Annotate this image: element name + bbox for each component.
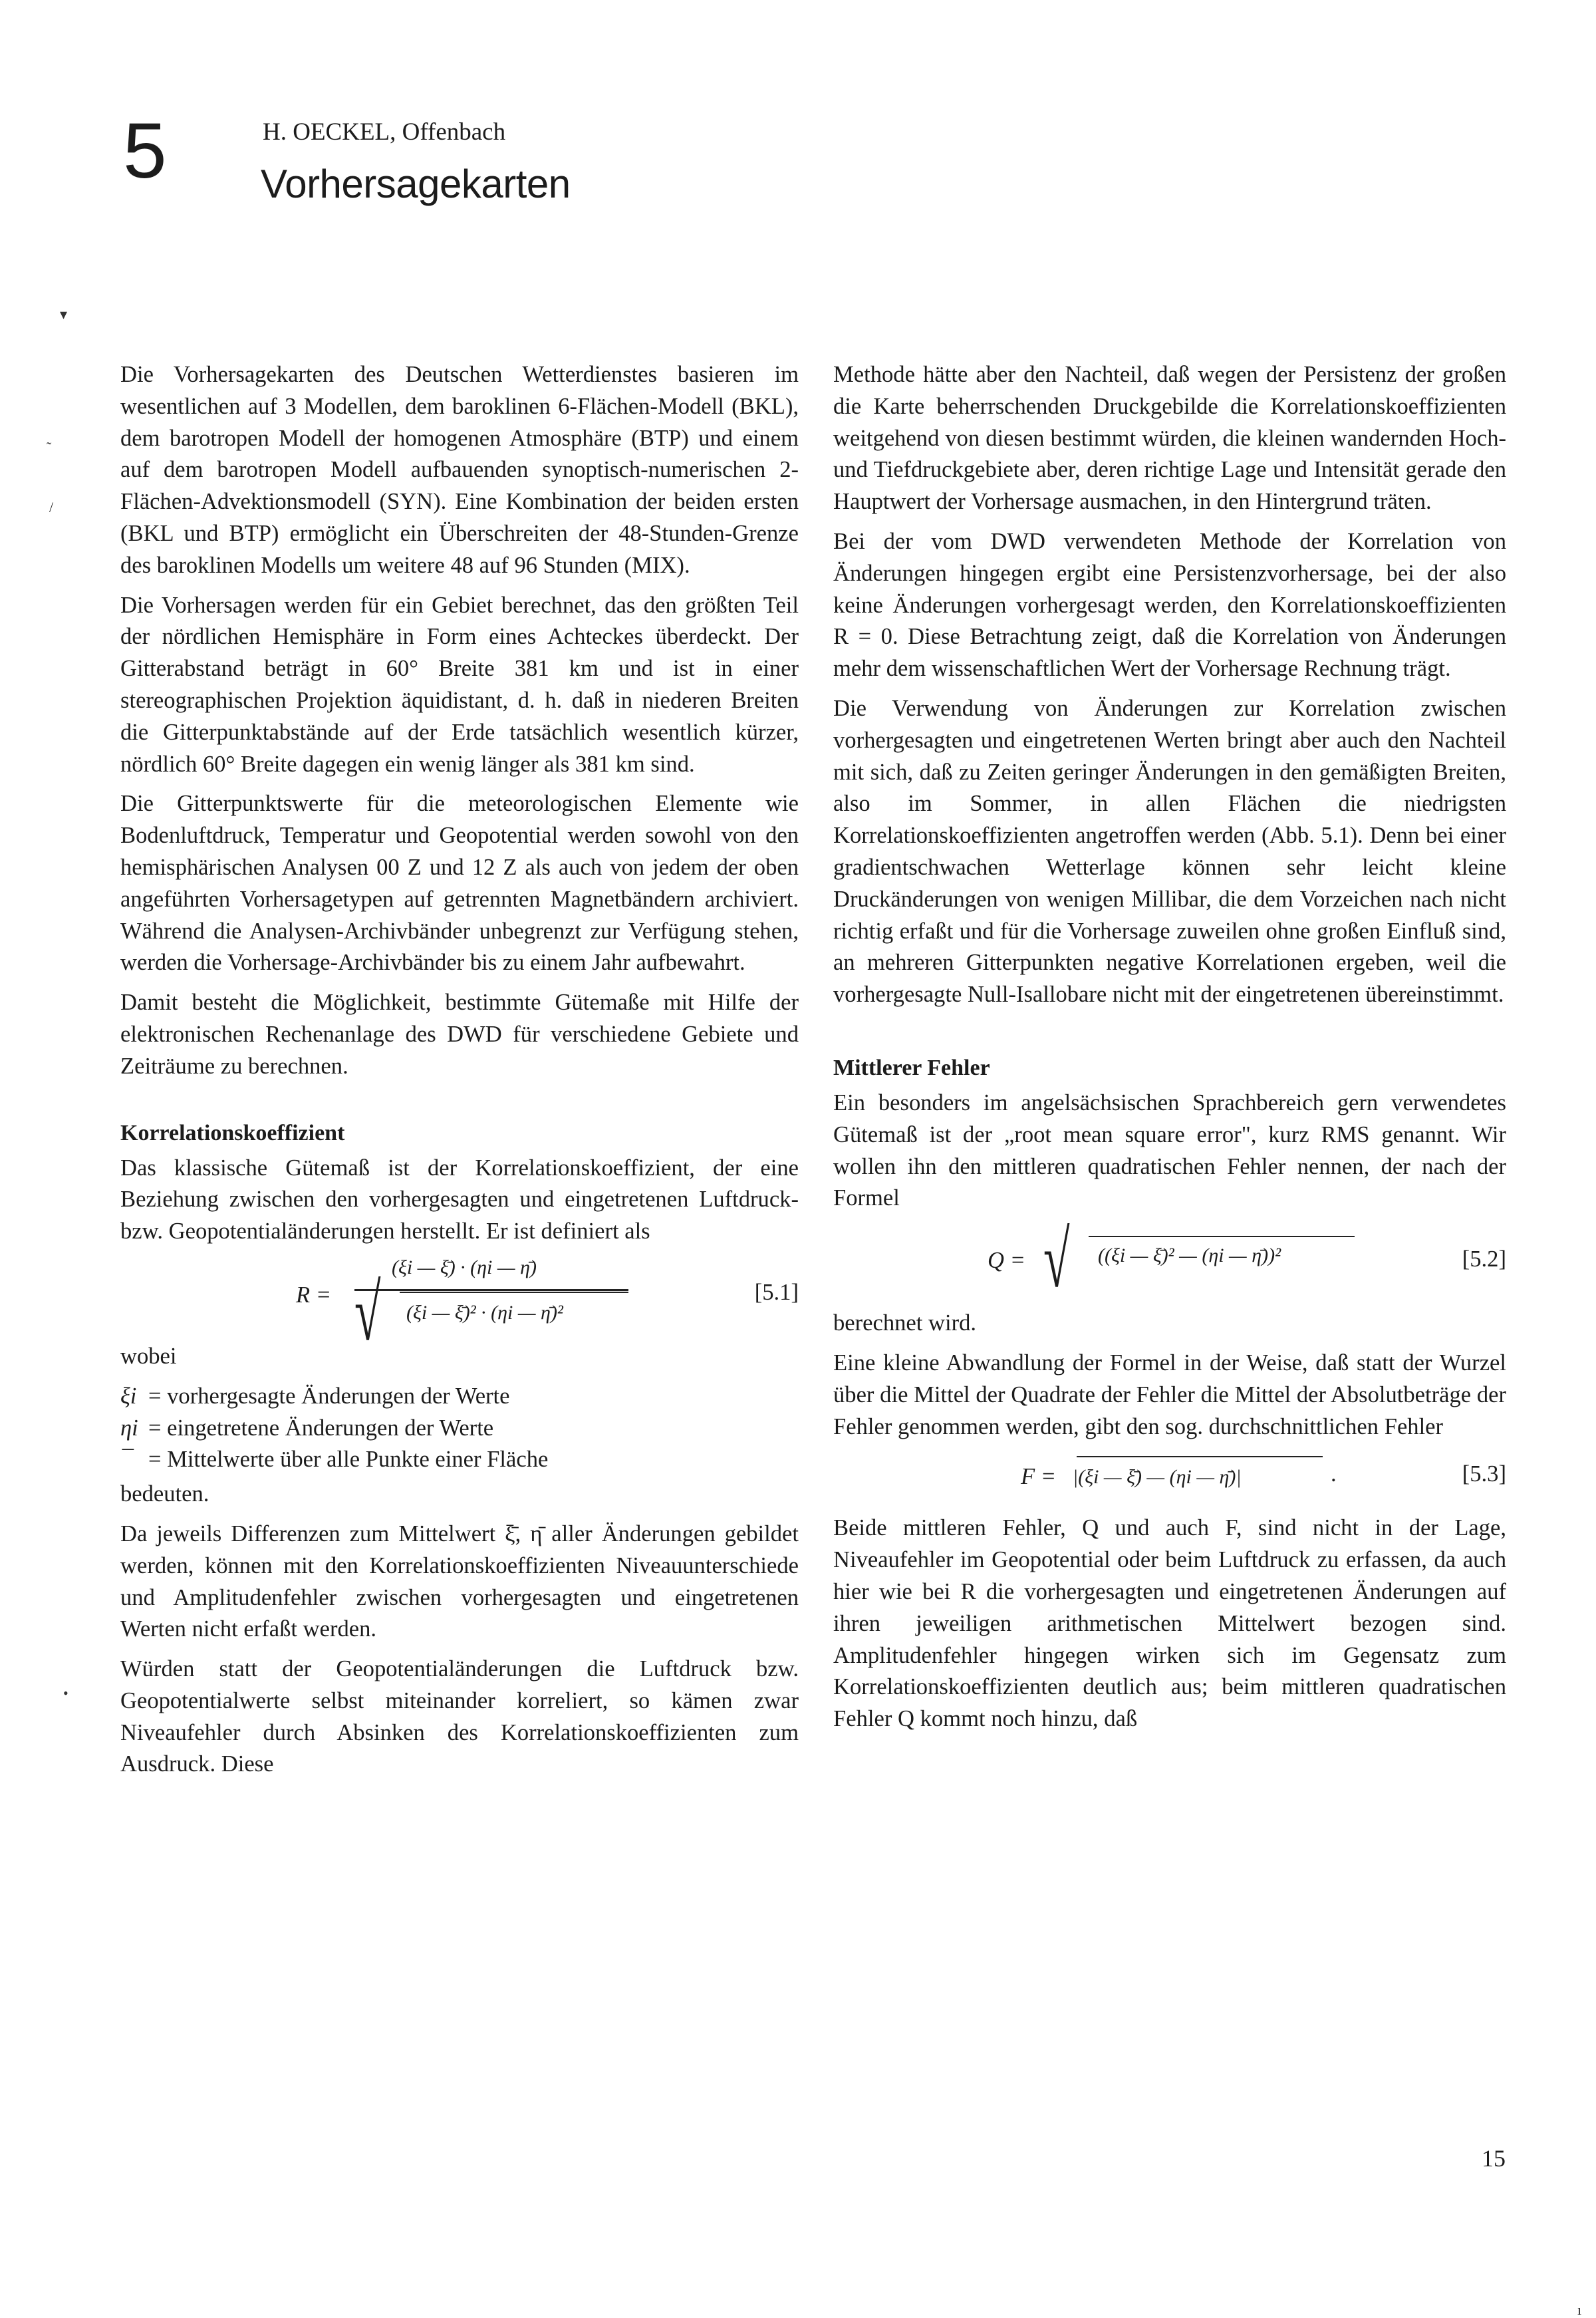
equation-number: [5.2]	[1462, 1246, 1506, 1272]
chapter-title: Vorhersagekarten	[261, 162, 571, 206]
author-line: H. OECKEL, Offenbach	[263, 118, 506, 146]
paragraph: Die Gitterpunktswerte für die meteorologischen Elemente wie Bodenluftdruck, Temperatur und Geopotential werden sowohl von den hemisphärischen Analysen 00 Z und 12 Z als auch von jedem der oben angeführten Vorhersagetypen auf getrennten Magnetbändern archiviert. Während die Analysen-Archivbänder unbegrenzt zur Verfügung stehen, werden die Vorhersage-Archivbänder bis zu einem Jahr aufbewahrt.	[120, 791, 799, 976]
definition-symbol: ξi	[120, 1383, 137, 1409]
section-heading: Mittlerer Fehler	[833, 1055, 990, 1080]
equation-dot: .	[1331, 1461, 1337, 1487]
paragraph: Würden statt der Geopotentialänderungen die Luftdruck bzw. Geopotentialwerte selbst miteinander korreliert, so kämen zwar Niveaufehler durch Absinken des Korrelationskoeffizienten zum Ausdruck. Diese	[120, 1656, 799, 1777]
definition-row	[120, 1444, 799, 1476]
equation-5-2	[833, 1215, 1506, 1305]
paragraph: Ein besonders im angelsächsischen Sprachbereich gern verwendetes Gütemaß ist der „root mean square error", kurz RMS genannt. Wir wollen ihn den mittleren quadratischen Fehler nennen, der nach der Formel	[833, 1089, 1506, 1211]
paragraph: Bei der vom DWD verwendeten Methode der Korrelation von Änderungen hingegen ergibt eine Persistenzvorhersage, bei der also keine Änderungen vorhergesagt werden, den Korrelationskoeffizienten R = 0. Diese Betrachtung zeigt, daß die Korrelation von Änderungen mehr dem wissenschaftlichen Wert der Vorhersage Rechnung trägt.	[833, 528, 1506, 682]
paragraph: bedeuten.	[120, 1481, 209, 1507]
definition-text: = vorhergesagte Änderungen der Werte	[148, 1383, 510, 1409]
page-number: 15	[1482, 2145, 1506, 2172]
root-bar	[1089, 1236, 1355, 1237]
definition-row	[120, 1381, 799, 1413]
equation-lhs: Q =	[988, 1248, 1025, 1274]
equation-denominator: (ξi — ξ̄)² · (ηi — η̄)²	[406, 1301, 563, 1324]
paragraph: Beide mittleren Fehler, Q und auch F, sind nicht in der Lage, Niveaufehler im Geopotential oder beim Luftdruck zu erfassen, da auch hier wie bei R die vorhergesagten und eingetretenen Änderungen auf ihren jeweiligen arithmetischen Mittelwert bezogen sind. Amplitudenfehler hingegen wirken sich im Gegensatz zum Korrelationskoeffizienten deutlich aus; beim mittleren quadratischen Fehler Q kommt noch hinzu, daß	[833, 1515, 1506, 1732]
square-root-sign: √	[1043, 1215, 1070, 1304]
equation-body: ((ξi — ξ̄)² — (ηi — η̄))²	[1098, 1244, 1281, 1267]
scan-speck: ▾	[60, 306, 68, 323]
paragraph: wobei	[120, 1343, 177, 1369]
equation-lhs: F =	[1021, 1464, 1057, 1490]
right-column	[833, 359, 1506, 1743]
mean-bar	[1077, 1456, 1323, 1457]
fraction-bar	[354, 1289, 628, 1291]
equation-number: [5.3]	[1462, 1461, 1506, 1487]
paragraph: Damit besteht die Möglichkeit, bestimmte Gütemaße mit Hilfe der elektronischen Rechenanlage des DWD für verschiedene Gebiete und Zeiträume zu berechnen.	[120, 990, 799, 1079]
scan-speck: ˜	[47, 439, 52, 456]
root-bar	[400, 1292, 628, 1293]
paragraph: Die Verwendung von Änderungen zur Korrelation zwischen vorhergesagten und eingetretenen Werten bringt aber auch den Nachteil mit sich, daß zu Zeiten geringer Änderungen in den gemäßigten Breiten, also im Sommer, in allen Flächen die niedrigsten Korrelationskoeffizienten angetroffen werden (Abb. 5.1). Denn bei einer gradientschwachen Wetterlage können sehr leicht kleine Druckänderungen von wenigen Millibar, die dem Vorzeichen nach nicht richtig erfaßt und für die Vorhersage zuweilen ohne großen Einfluß sind, an mehreren Gitterpunkten negative Korrelationen ergeben, weil die vorhergesagte Null-Isallobare nicht mit der eingetretenen übereinstimmt.	[833, 695, 1506, 1008]
section-heading: Korrelationskoeffizient	[120, 1120, 345, 1145]
square-root-sign: √	[354, 1268, 381, 1357]
paragraph: Methode hätte aber den Nachteil, daß wegen der Persistenz der großen die Karte beherrschenden Druckgebilde die Korrelationskoeffizienten weitgehend von diesen bestimmt würden, die kleinen wandernden Hoch- und Tiefdruckgebiete aber, deren richtige Lage und Intensität gerade den Hauptwert der Vorhersage ausmachen, in den Hintergrund träten.	[833, 362, 1506, 515]
paragraph: Da jeweils Differenzen zum Mittelwert ξ̄, η̄ aller Änderungen gebildet werden, können mit den Korrelationskoeffizienten Niveauunterschiede und Amplitudenfehler zwischen vorhergesagten und eingetretenen Werten nicht erfaßt werden.	[120, 1521, 799, 1642]
paragraph: berechnet wird.	[833, 1310, 977, 1336]
scan-speck: /	[49, 499, 54, 515]
equation-number: [5.1]	[754, 1279, 799, 1305]
paragraph: Die Vorhersagen werden für ein Gebiet berechnet, das den größten Teil der nördlichen Hemisphäre in Form eines Achteckes überdeckt. Der Gitterabstand beträgt in 60° Breite 381 km und ist in einer stereographischen Projektion äquidistant, d. h. daß in niederen Breiten die Gitterpunktabstände auf der Erde tatsächlich wesentlich kürzer, nördlich 60° Breite dagegen ein wenig länger als 381 km sind.	[120, 592, 799, 777]
definition-symbol: ¯	[120, 1447, 132, 1473]
chapter-number: 5	[123, 107, 167, 195]
definition-list	[120, 1381, 799, 1476]
paragraph: Die Vorhersagekarten des Deutschen Wetterdienstes basieren im wesentlichen auf 3 Modellen, dem baroklinen 6-Flächen-Modell (BKL), dem barotropen Modell der homogenen Atmosphäre (BTP) und einem auf dem barotropen Modell aufbauenden synoptisch-numerischen 2-Flächen-Advektionsmodell (SYN). Eine Kombination der beiden ersten (BKL und BTP) ermöglicht ein Überschreiten der 48-Stunden-Grenze des baroklinen Modells um weitere 48 auf 96 Stunden (MIX).	[120, 362, 799, 578]
equation-body: |(ξi — ξ̄) — (ηi — η̄)|	[1073, 1466, 1242, 1489]
definition-text: = Mittelwerte über alle Punkte einer Fläche	[148, 1447, 549, 1473]
definition-text: = eingetretene Änderungen der Werte	[148, 1415, 494, 1441]
definition-symbol: ηi	[120, 1415, 138, 1441]
scan-speck: •	[63, 1685, 68, 1701]
paragraph: Das klassische Gütemaß ist der Korrelationskoeffizient, der eine Beziehung zwischen den vorhergesagten und eingetretenen Luftdruck- bzw. Geopotentialänderungen herstellt. Er ist definiert als	[120, 1155, 799, 1244]
scan-speck: ı	[1577, 2301, 1582, 2318]
equation-numerator: (ξi — ξ̄) · (ηi — η̄)	[392, 1256, 537, 1278]
definition-row	[120, 1413, 799, 1445]
equation-lhs: R =	[296, 1282, 332, 1308]
left-column	[120, 359, 799, 1789]
equation-5-3	[833, 1447, 1506, 1510]
paragraph: Eine kleine Abwandlung der Formel in der Weise, daß statt der Wurzel über die Mittel der Quadrate der Fehler die Mittel der Absolutbeträge der Fehler genommen werden, gibt den sog. durchschnittlichen Fehler	[833, 1350, 1506, 1439]
